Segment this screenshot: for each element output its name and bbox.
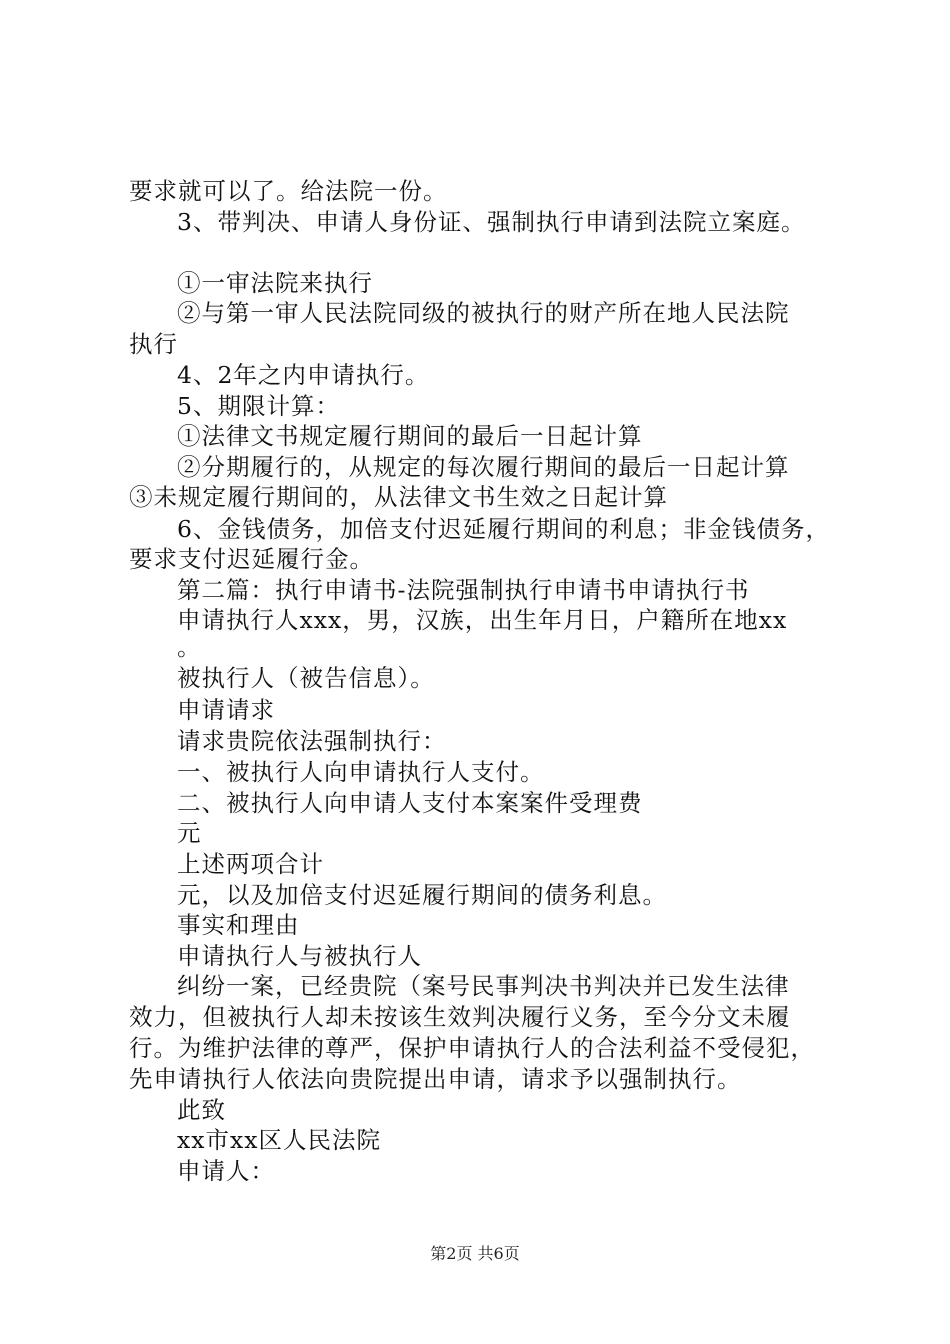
text-line: 元 <box>177 819 202 847</box>
text-line: 请求贵院依法强制执行： <box>177 727 447 755</box>
text-line: 第二篇：执行申请书-法院强制执行申请书申请执行书 <box>177 576 750 604</box>
text-line: 效力，但被执行人却未按该生效判决履行义务，至今分文未履 <box>129 1003 791 1031</box>
text-line: 申请人： <box>177 1157 275 1185</box>
text-line: 申请请求 <box>177 696 275 724</box>
text-line: 行。为维护法律的尊严，保护申请执行人的合法利益不受侵犯， <box>129 1034 815 1062</box>
text-line: 此致 <box>177 1096 226 1124</box>
text-line: 先申请执行人依法向贵院提出申请，请求予以强制执行。 <box>129 1065 742 1093</box>
text-line: ③未规定履行期间的，从法律文书生效之日起计算 <box>129 483 668 511</box>
text-line: 申请执行人xxx，男，汉族，出生年月日，户籍所在地xx <box>177 606 788 634</box>
text-line: 一、被执行人向申请执行人支付。 <box>177 758 545 786</box>
text-line: 6、金钱债务，加倍支付迟延履行期间的利息；非金钱债务， <box>177 515 830 543</box>
text-line: ①一审法院来执行 <box>177 269 373 297</box>
text-line: 二、被执行人向申请人支付本案案件受理费 <box>177 789 643 817</box>
text-line: xx市xx区人民法院 <box>177 1126 382 1154</box>
text-line: ①法律文书规定履行期间的最后一日起计算 <box>177 422 643 450</box>
text-line: ②分期履行的，从规定的每次履行期间的最后一日起计算 <box>177 453 790 481</box>
text-line: 上述两项合计 <box>177 850 324 878</box>
text-line: 4、2年之内申请执行。 <box>177 361 430 389</box>
text-line: 。 <box>177 633 202 661</box>
text-line: ②与第一审人民法院同级的被执行的财产所在地人民法院 <box>177 299 790 327</box>
text-line: 3、带判决、申请人身份证、强制执行申请到法院立案庭。 <box>177 208 806 236</box>
text-line: 执行 <box>129 330 178 358</box>
text-line: 要求就可以了。给法院一份。 <box>129 177 448 205</box>
page-number-footer: 第2页 共6页 <box>430 1244 520 1263</box>
text-line: 元，以及加倍支付迟延履行期间的债务利息。 <box>177 881 667 909</box>
text-line: 被执行人（被告信息）。 <box>177 664 435 692</box>
text-line: 申请执行人与被执行人 <box>177 942 422 970</box>
text-line: 纠纷一案，已经贵院（案号民事判决书判决并已发生法律 <box>177 972 790 1000</box>
text-line: 事实和理由 <box>177 911 300 939</box>
text-line: 要求支付迟延履行金。 <box>129 545 374 573</box>
text-line: 5、期限计算： <box>177 392 340 420</box>
